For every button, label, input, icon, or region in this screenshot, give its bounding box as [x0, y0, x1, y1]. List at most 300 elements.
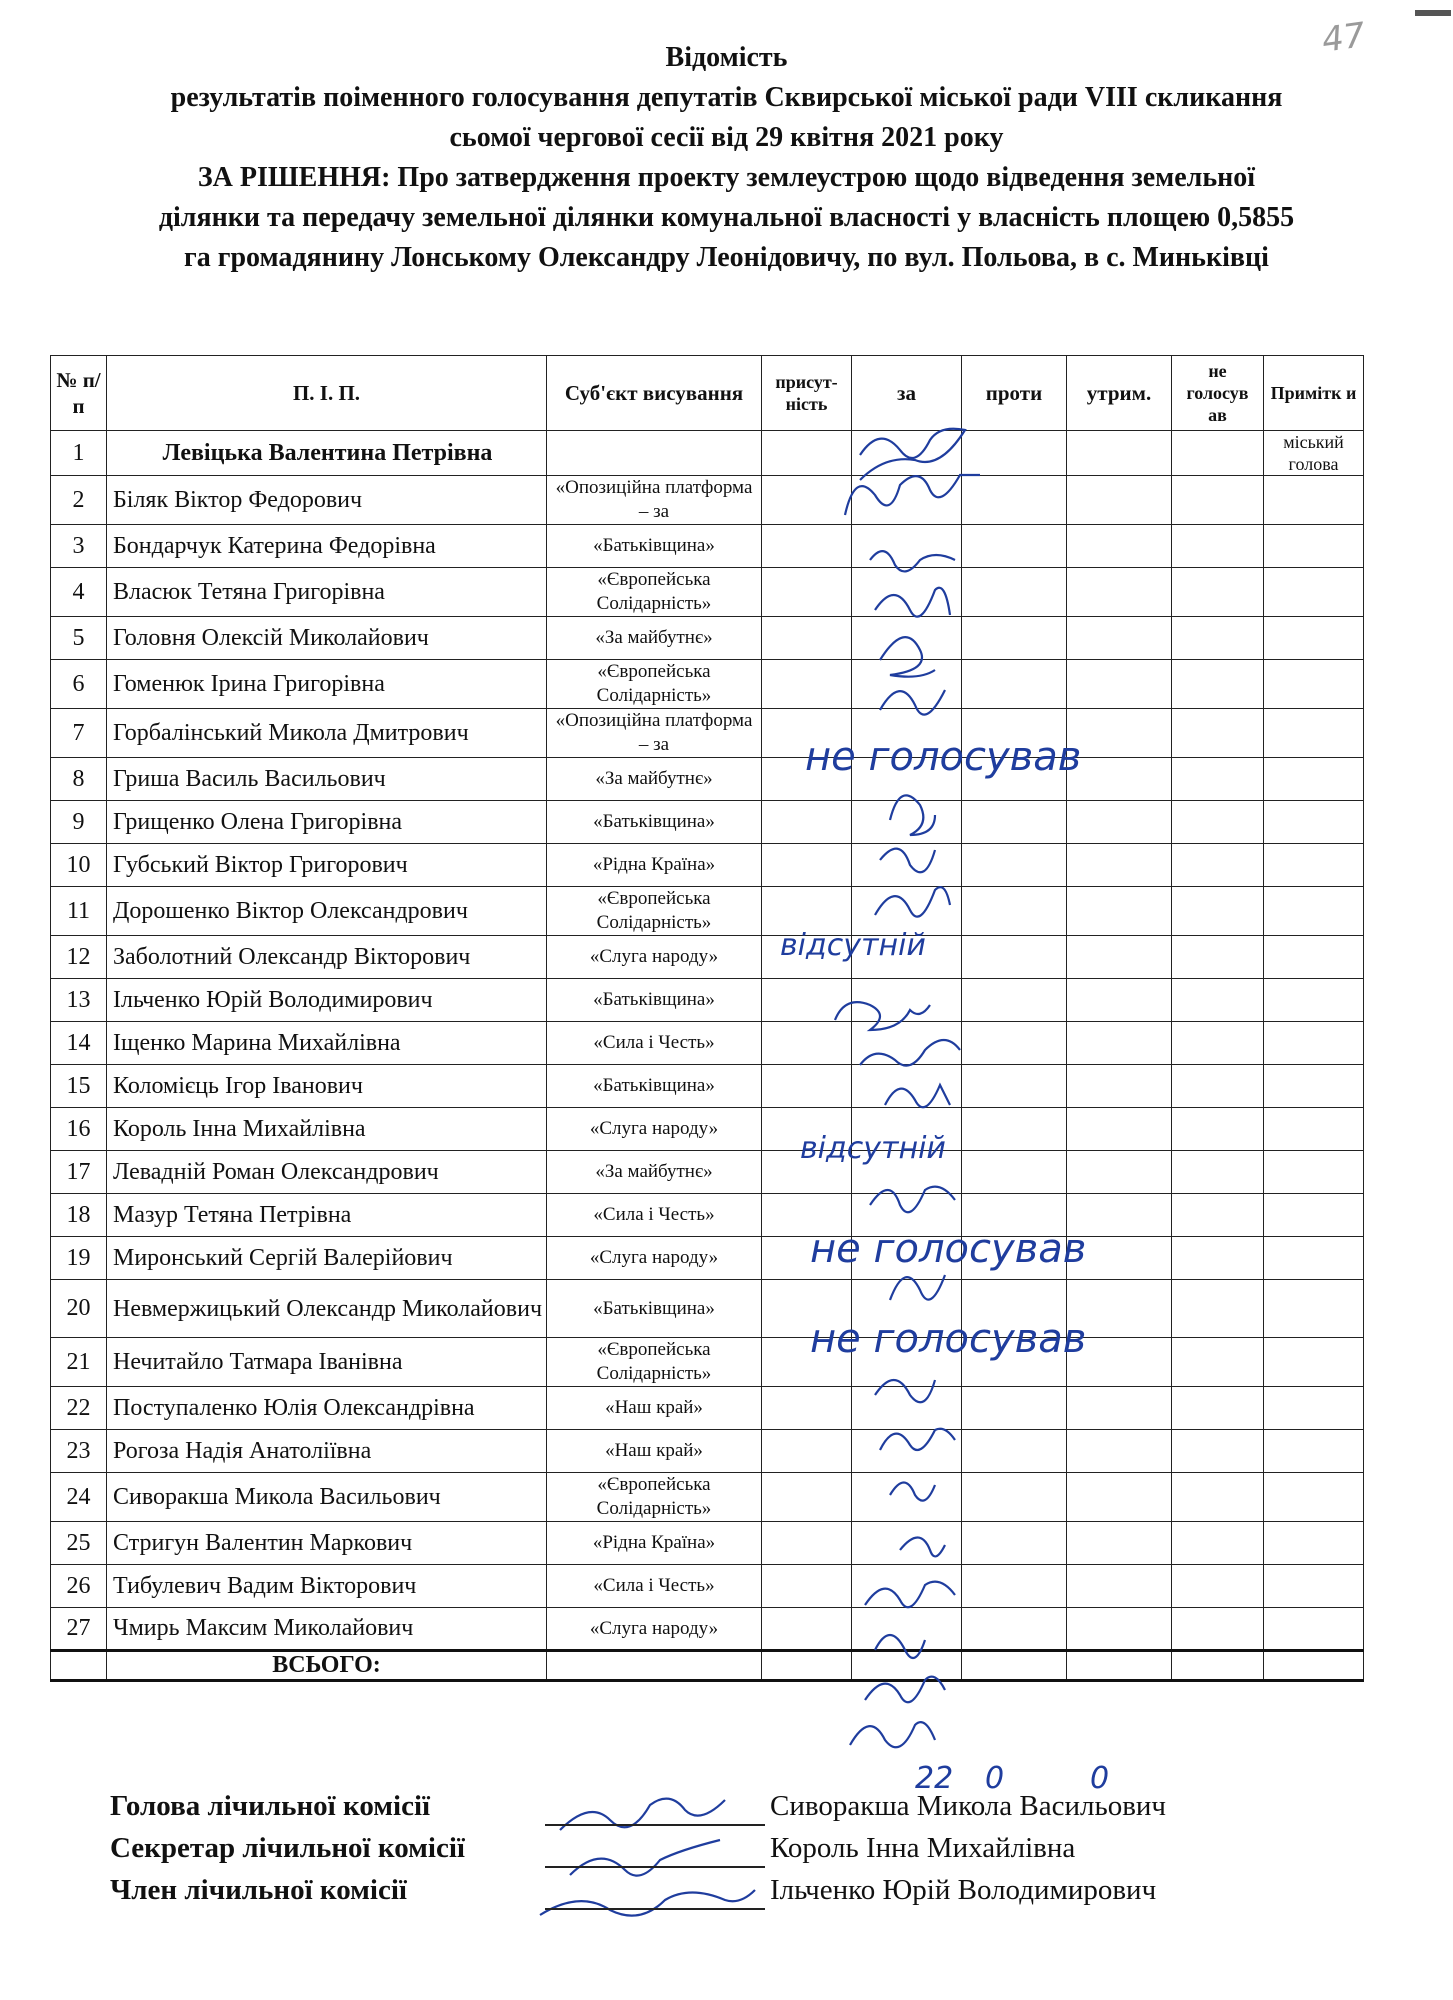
cell-abstain: [1067, 979, 1172, 1022]
total-cell: [1172, 1651, 1264, 1681]
cell-note: [1264, 525, 1364, 568]
table-row: [51, 887, 1364, 936]
cell-for: [852, 758, 962, 801]
table-row: [51, 1473, 1364, 1522]
cell-abstain: [1067, 525, 1172, 568]
row-number: 10: [51, 844, 107, 887]
cell-note: [1264, 1338, 1364, 1387]
deputy-name: Стригун Валентин Маркович: [107, 1522, 547, 1565]
cell-not-voted: [1172, 1430, 1264, 1473]
cell-for: [852, 1280, 962, 1338]
table-row: [51, 1280, 1364, 1338]
cell-against: [962, 1565, 1067, 1608]
secretary-role: Секретар лічильної комісії: [110, 1832, 465, 1864]
cell-present: [762, 525, 852, 568]
cell-not-voted: [1172, 1022, 1264, 1065]
deputy-name: Тибулевич Вадим Вікторович: [107, 1565, 547, 1608]
header-name: П. І. П.: [107, 356, 547, 431]
cell-present: [762, 709, 852, 758]
cell-abstain: [1067, 1237, 1172, 1280]
signature-row-27: [850, 1722, 935, 1747]
row-number: 17: [51, 1151, 107, 1194]
cell-present: [762, 1430, 852, 1473]
deputy-party: «За майбутнє»: [547, 758, 762, 801]
deputy-name: Дорошенко Віктор Олександрович: [107, 887, 547, 936]
table-row: [51, 1338, 1364, 1387]
row-number: 8: [51, 758, 107, 801]
cell-abstain: [1067, 617, 1172, 660]
table-row: [51, 758, 1364, 801]
cell-against: [962, 476, 1067, 525]
row-number: 19: [51, 1237, 107, 1280]
row-number: 27: [51, 1608, 107, 1651]
table-row: [51, 1522, 1364, 1565]
cell-abstain: [1067, 709, 1172, 758]
row-number: 24: [51, 1473, 107, 1522]
cell-for: [852, 1237, 962, 1280]
title-line-1: Відомість: [665, 42, 788, 73]
cell-not-voted: [1172, 801, 1264, 844]
deputy-name: Коломієць Ігор Іванович: [107, 1065, 547, 1108]
total-cell: [762, 1651, 852, 1681]
cell-abstain: [1067, 1565, 1172, 1608]
cell-against: [962, 1338, 1067, 1387]
note-row-7: не голосував: [805, 734, 1082, 780]
header-abstain: утрим.: [1067, 356, 1172, 431]
cell-note: [1264, 1608, 1364, 1651]
cell-not-voted: [1172, 1194, 1264, 1237]
cell-for: [852, 525, 962, 568]
cell-against: [962, 1237, 1067, 1280]
deputy-party: «Опозиційна платформа – за: [547, 476, 762, 525]
title-line-5: ділянки та передачу земельної ділянки комунальної власності у власність площею 0,5855: [158, 202, 1295, 233]
deputy-party: [547, 431, 762, 476]
cell-abstain: [1067, 476, 1172, 525]
cell-abstain: [1067, 801, 1172, 844]
deputy-name: Іщенко Марина Михайлівна: [107, 1022, 547, 1065]
cell-for: [852, 979, 962, 1022]
signature-line: [545, 1824, 765, 1826]
header-note: Примітк и: [1264, 356, 1364, 431]
cell-not-voted: [1172, 617, 1264, 660]
cell-abstain: [1067, 1522, 1172, 1565]
cell-abstain: [1067, 1338, 1172, 1387]
cell-note: [1264, 476, 1364, 525]
deputy-party: «Сила і Честь»: [547, 1565, 762, 1608]
cell-abstain: [1067, 936, 1172, 979]
row-number: 7: [51, 709, 107, 758]
cell-abstain: [1067, 1065, 1172, 1108]
cell-present: [762, 476, 852, 525]
title-line-2: результатів поіменного голосування депутатів Сквирської міської ради VIII скликання: [170, 82, 1283, 113]
signature-line: [545, 1866, 765, 1868]
table-row: [51, 1387, 1364, 1430]
cell-not-voted: [1172, 1338, 1264, 1387]
cell-abstain: [1067, 758, 1172, 801]
table-row: [51, 431, 1364, 476]
cell-against: [962, 844, 1067, 887]
cell-against: [962, 1151, 1067, 1194]
cell-note: [1264, 1237, 1364, 1280]
total-cell: [1067, 1651, 1172, 1681]
total-cell: [1264, 1651, 1364, 1681]
deputy-name: Заболотний Олександр Вікторович: [107, 936, 547, 979]
cell-for: [852, 476, 962, 525]
deputy-party: «Опозиційна платформа – за: [547, 709, 762, 758]
deputy-party: «Рідна Країна»: [547, 1522, 762, 1565]
deputy-name: Поступаленко Юлія Олександрівна: [107, 1387, 547, 1430]
row-number: 4: [51, 568, 107, 617]
table-row: [51, 1430, 1364, 1473]
cell-present: [762, 1108, 852, 1151]
cell-against: [962, 1022, 1067, 1065]
cell-present: [762, 1608, 852, 1651]
cell-for: [852, 936, 962, 979]
cell-present: [762, 1237, 852, 1280]
deputy-party: «Слуга народу»: [547, 1608, 762, 1651]
deputy-party: «Європейська Солідарність»: [547, 568, 762, 617]
row-number: 18: [51, 1194, 107, 1237]
cell-against: [962, 936, 1067, 979]
deputy-party: «Європейська Солідарність»: [547, 660, 762, 709]
title-line-4: ЗА РІШЕННЯ: Про затвердження проекту землеустрою щодо відведення земельної: [197, 162, 1256, 193]
cell-not-voted: [1172, 1387, 1264, 1430]
deputy-party: «Батьківщина»: [547, 1065, 762, 1108]
cell-against: [962, 568, 1067, 617]
cell-present: [762, 1387, 852, 1430]
cell-present: [762, 758, 852, 801]
deputy-party: «Сила і Честь»: [547, 1194, 762, 1237]
total-cell: [852, 1651, 962, 1681]
deputy-name: Нечитайло Татмара Іванівна: [107, 1338, 547, 1387]
cell-present: [762, 568, 852, 617]
row-number: 1: [51, 431, 107, 476]
table-body: [51, 431, 1364, 1651]
deputy-name: Король Інна Михайлівна: [107, 1108, 547, 1151]
cell-present: [762, 936, 852, 979]
table-row: [51, 1065, 1364, 1108]
cell-present: [762, 1473, 852, 1522]
deputy-party: «Батьківщина»: [547, 801, 762, 844]
cell-present: [762, 1151, 852, 1194]
cell-not-voted: [1172, 1280, 1264, 1338]
row-number: 11: [51, 887, 107, 936]
cell-abstain: [1067, 1022, 1172, 1065]
cell-note: [1264, 1151, 1364, 1194]
cell-not-voted: [1172, 1522, 1264, 1565]
row-number: 13: [51, 979, 107, 1022]
cell-for: [852, 1522, 962, 1565]
secretary-name: Король Інна Михайлівна: [770, 1832, 1076, 1864]
deputy-name: Грищенко Олена Григорівна: [107, 801, 547, 844]
deputy-party: «Слуга народу»: [547, 1237, 762, 1280]
table-row: [51, 979, 1364, 1022]
deputy-name: Рогоза Надія Анатоліївна: [107, 1430, 547, 1473]
cell-not-voted: [1172, 758, 1264, 801]
cell-for: [852, 1387, 962, 1430]
cell-not-voted: [1172, 709, 1264, 758]
cell-not-voted: [1172, 1473, 1264, 1522]
deputy-name: Чмирь Максим Миколайович: [107, 1608, 547, 1651]
title-line-3: сьомої чергової сесії від 29 квітня 2021 року: [449, 122, 1004, 153]
member-name: Ільченко Юрій Володимирович: [770, 1874, 1157, 1906]
deputy-name: Горбалінський Микола Дмитрович: [107, 709, 547, 758]
deputy-name: Невмержицький Олександр Миколайович: [107, 1280, 547, 1338]
row-number: 20: [51, 1280, 107, 1338]
deputy-party: «За майбутнє»: [547, 1151, 762, 1194]
table-header-row: [51, 356, 1364, 431]
cell-present: [762, 1022, 852, 1065]
cell-note: [1264, 887, 1364, 936]
signature-secretary: [570, 1840, 720, 1876]
cell-note: [1264, 1522, 1364, 1565]
cell-present: [762, 1065, 852, 1108]
table-row: [51, 844, 1364, 887]
total-against-value: 0: [985, 1761, 1005, 1796]
table-row: [51, 1565, 1364, 1608]
table-row: [51, 525, 1364, 568]
cell-note: [1264, 617, 1364, 660]
cell-not-voted: [1172, 936, 1264, 979]
cell-not-voted: [1172, 525, 1264, 568]
cell-for: [852, 568, 962, 617]
document-header: [0, 38, 1453, 278]
cell-for: [852, 1022, 962, 1065]
note-row-15: відсутній: [800, 1131, 946, 1166]
cell-note: [1264, 1430, 1364, 1473]
deputy-party: «Наш край»: [547, 1387, 762, 1430]
table-row: [51, 1237, 1364, 1280]
deputy-name: Мазур Тетяна Петрівна: [107, 1194, 547, 1237]
row-number: 22: [51, 1387, 107, 1430]
cell-note: [1264, 1565, 1364, 1608]
cell-not-voted: [1172, 568, 1264, 617]
deputy-party: «Рідна Країна»: [547, 844, 762, 887]
cell-abstain: [1067, 844, 1172, 887]
cell-against: [962, 1608, 1067, 1651]
cell-against: [962, 617, 1067, 660]
cell-present: [762, 844, 852, 887]
row-number: 12: [51, 936, 107, 979]
cell-present: [762, 801, 852, 844]
signature-line: [545, 1908, 765, 1910]
cell-note: [1264, 1280, 1364, 1338]
cell-abstain: [1067, 887, 1172, 936]
cell-for: [852, 1065, 962, 1108]
cell-note: [1264, 1473, 1364, 1522]
deputy-name: Гоменюк Ірина Григорівна: [107, 660, 547, 709]
title-line-6: га громадянину Лонському Олександру Леонідовичу, по вул. Польова, в с. Миньківці: [184, 242, 1269, 273]
voting-table: [50, 355, 1364, 1682]
table-row: [51, 1151, 1364, 1194]
cell-not-voted: [1172, 1108, 1264, 1151]
table-row: [51, 476, 1364, 525]
cell-note: [1264, 1108, 1364, 1151]
cell-present: [762, 1338, 852, 1387]
total-for-value: 22: [915, 1761, 954, 1796]
cell-against: [962, 758, 1067, 801]
row-number: 15: [51, 1065, 107, 1108]
cell-present: [762, 431, 852, 476]
chair-name: Сиворакша Микола Васильович: [770, 1790, 1167, 1822]
cell-against: [962, 525, 1067, 568]
cell-note: [1264, 758, 1364, 801]
total-cell: [962, 1651, 1067, 1681]
row-number: 5: [51, 617, 107, 660]
cell-not-voted: [1172, 476, 1264, 525]
cell-for: [852, 801, 962, 844]
signature-member: [540, 1890, 755, 1916]
deputy-name: Левадній Роман Олександрович: [107, 1151, 547, 1194]
cell-for: [852, 431, 962, 476]
cell-for: [852, 1338, 962, 1387]
cell-not-voted: [1172, 979, 1264, 1022]
cell-note: [1264, 979, 1364, 1022]
cell-note: [1264, 568, 1364, 617]
table-row: [51, 801, 1364, 844]
cell-against: [962, 1280, 1067, 1338]
cell-against: [962, 709, 1067, 758]
deputy-party: «Європейська Солідарність»: [547, 1473, 762, 1522]
table-row: [51, 1108, 1364, 1151]
cell-against: [962, 1387, 1067, 1430]
row-number: 2: [51, 476, 107, 525]
note-row-19: не голосував: [810, 1316, 1087, 1362]
cell-for: [852, 1473, 962, 1522]
cell-note: [1264, 844, 1364, 887]
cell-present: [762, 887, 852, 936]
table-row: [51, 568, 1364, 617]
cell-present: [762, 979, 852, 1022]
cell-not-voted: [1172, 1065, 1264, 1108]
header-party: Суб'єкт висування: [547, 356, 762, 431]
header-not-voted: не голосув ав: [1172, 356, 1264, 431]
cell-not-voted: [1172, 844, 1264, 887]
cell-note: [1264, 1022, 1364, 1065]
cell-present: [762, 617, 852, 660]
total-abstain-value: 0: [1090, 1761, 1110, 1796]
deputy-party: «Сила і Честь»: [547, 1022, 762, 1065]
deputy-name: Левіцька Валентина Петрівна: [107, 431, 547, 476]
cell-for: [852, 1565, 962, 1608]
row-number: 14: [51, 1022, 107, 1065]
cell-against: [962, 431, 1067, 476]
header-against: проти: [962, 356, 1067, 431]
deputy-name: Миронський Сергій Валерійович: [107, 1237, 547, 1280]
cell-note: [1264, 801, 1364, 844]
table-row: [51, 1194, 1364, 1237]
cell-against: [962, 1194, 1067, 1237]
deputy-party: «За майбутнє»: [547, 617, 762, 660]
cell-against: [962, 979, 1067, 1022]
scan-mark: [1415, 10, 1451, 16]
cell-against: [962, 1522, 1067, 1565]
deputy-name: Бондарчук Катерина Федорівна: [107, 525, 547, 568]
cell-note: [1264, 1387, 1364, 1430]
table-row: [51, 1608, 1364, 1651]
cell-abstain: [1067, 1608, 1172, 1651]
total-cell: [51, 1651, 107, 1681]
total-label: ВСЬОГО:: [107, 1651, 547, 1681]
deputy-name: Біляк Віктор Федорович: [107, 476, 547, 525]
cell-not-voted: [1172, 431, 1264, 476]
cell-present: [762, 1565, 852, 1608]
cell-against: [962, 1473, 1067, 1522]
table-row: [51, 1022, 1364, 1065]
table-row: [51, 617, 1364, 660]
note-row-11: відсутній: [780, 928, 926, 963]
row-number: 16: [51, 1108, 107, 1151]
cell-abstain: [1067, 1387, 1172, 1430]
header-num: № п/п: [51, 356, 107, 431]
cell-against: [962, 1430, 1067, 1473]
deputy-party: «Батьківщина»: [547, 1280, 762, 1338]
cell-abstain: [1067, 1473, 1172, 1522]
deputy-name: Власюк Тетяна Григорівна: [107, 568, 547, 617]
deputy-party: «Європейська Солідарність»: [547, 887, 762, 936]
cell-against: [962, 660, 1067, 709]
row-number: 26: [51, 1565, 107, 1608]
note-row-17: не голосував: [810, 1226, 1087, 1272]
deputy-party: «Європейська Солідарність»: [547, 1338, 762, 1387]
cell-for: [852, 709, 962, 758]
cell-against: [962, 1065, 1067, 1108]
cell-against: [962, 887, 1067, 936]
cell-abstain: [1067, 1430, 1172, 1473]
deputy-name: Губський Віктор Григорович: [107, 844, 547, 887]
table-row: [51, 660, 1364, 709]
cell-present: [762, 1194, 852, 1237]
deputy-party: «Слуга народу»: [547, 1108, 762, 1151]
cell-for: [852, 617, 962, 660]
cell-abstain: [1067, 660, 1172, 709]
cell-against: [962, 801, 1067, 844]
total-row: [51, 1651, 1364, 1681]
row-number: 25: [51, 1522, 107, 1565]
cell-for: [852, 1430, 962, 1473]
chair-role: Голова лічильної комісії: [110, 1790, 431, 1822]
cell-against: [962, 1108, 1067, 1151]
cell-not-voted: [1172, 1151, 1264, 1194]
cell-for: [852, 887, 962, 936]
total-cell: [547, 1651, 762, 1681]
cell-not-voted: [1172, 887, 1264, 936]
cell-for: [852, 660, 962, 709]
cell-abstain: [1067, 1151, 1172, 1194]
cell-for: [852, 1151, 962, 1194]
row-number: 3: [51, 525, 107, 568]
cell-not-voted: [1172, 1608, 1264, 1651]
deputy-party: «Наш край»: [547, 1430, 762, 1473]
deputy-name: Ільченко Юрій Володимирович: [107, 979, 547, 1022]
header-present: присут-ність: [762, 356, 852, 431]
deputy-name: Гриша Василь Васильович: [107, 758, 547, 801]
deputy-name: Головня Олексій Миколайович: [107, 617, 547, 660]
cell-for: [852, 1608, 962, 1651]
cell-note: [1264, 936, 1364, 979]
cell-abstain: [1067, 1280, 1172, 1338]
cell-present: [762, 1522, 852, 1565]
cell-abstain: [1067, 1194, 1172, 1237]
deputy-name: Сиворакша Микола Васильович: [107, 1473, 547, 1522]
cell-for: [852, 1108, 962, 1151]
deputy-party: «Батьківщина»: [547, 525, 762, 568]
cell-note: [1264, 1194, 1364, 1237]
row-number: 9: [51, 801, 107, 844]
table-row: [51, 936, 1364, 979]
row-number: 6: [51, 660, 107, 709]
row-number: 23: [51, 1430, 107, 1473]
